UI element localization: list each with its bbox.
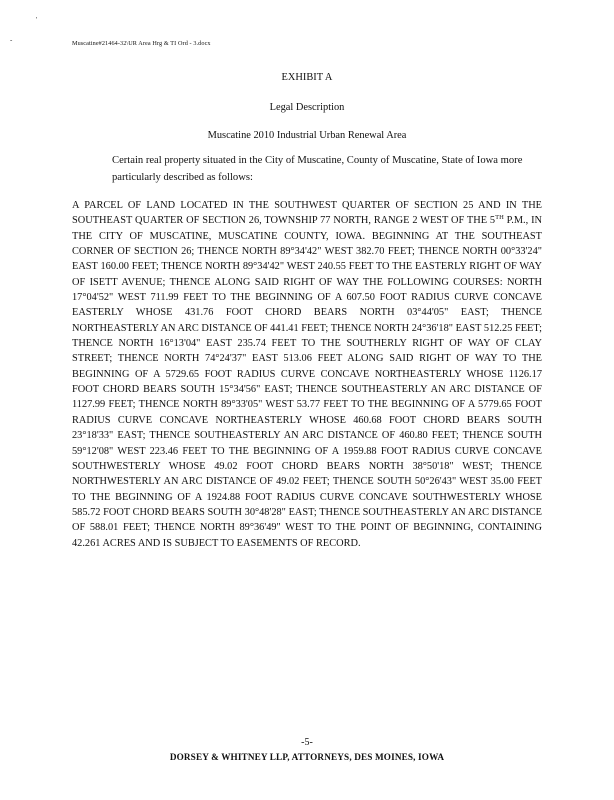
document-reference: Muscatine#21464-32\UR Area Hrg & TI Ord - 3.docx — [72, 40, 211, 47]
footer-firm: DORSEY & WHITNEY LLP, ATTORNEYS, DES MOINES, IOWA — [169, 752, 445, 762]
stray-mark-left: - — [10, 36, 13, 44]
stray-mark-top: ' — [36, 16, 38, 24]
exhibit-subtitle: Legal Description — [269, 102, 345, 113]
legal-description-part2: P.M., IN THE CITY OF MUSCATINE, MUSCATINE COUNTY, IOWA. BEGINNING AT THE SOUTHEAST CORNER OF SECTION 26; THENCE NORTH 89°34'42" WEST 382.70 FEET; THENCE NORTH 00°33'24" EAST 160.00 FEET; THENCE NORTH 89°34'42" WEST 240.55 FEET TO THE EASTERLY RIGHT OF WAY OF ISETT AVENUE; THENCE ALONG SAID RIGHT OF WAY THE FOLLOWING COURSES: NORTH 17°04'52" WEST 711.99 FEET TO THE BEGINNING OF A 607.50 FOOT RADIUS CURVE CONCAVE EASTERLY WHOSE 431.76 FOOT CHORD BEARS NORTH 03°44'05" EAST; THENCE NORTHEASTERLY AN ARC DISTANCE OF 441.41 FEET; THENCE NORTH 24°36'18" EAST 512.25 FEET; THENCE NORTH 16°13'04" EAST 235.74 FEET TO THE SOUTHERLY RIGHT OF WAY OF CLAY STREET; THENCE NORTH 74°24'37" EAST 513.06 FEET ALONG SAID RIGHT OF WAY TO THE BEGINNING OF A 5729.65 FOOT RADIUS CURVE CONCAVE NORTHEASTERLY WHOSE 1126.17 FOOT CHORD BEARS SOUTH 15°34'56" EAST; THENCE SOUTHEASTERLY AN ARC DISTANCE OF 1127.99 FEET; THENCE NORTH 89°33'05" WEST 53.77 FEET TO THE BEGINNING OF A 5779.65 FOOT RADIUS CURVE CONCAVE NORTHEASTERLY WHOSE 460.68 FOOT CHORD BEARS SOUTH 23°18'33" EAST; THENCE SOUTHEASTERLY AN ARC DISTANCE OF 460.80 FEET; THENCE SOUTH 59°12'08" WEST 223.46 FEET TO THE BEGINNING OF A 1959.88 FOOT RADIUS CURVE CONCAVE SOUTHWESTERLY WHOSE 49.02 FOOT CHORD BEARS NORTH 38°50'18" WEST; THENCE NORTHWESTERLY AN ARC DISTANCE OF 49.02 FEET; THENCE SOUTH 50°26'43" WEST 35.00 FEET TO THE BEGINNING OF A 1924.88 FOOT RADIUS CURVE CONCAVE SOUTHWESTERLY WHOSE 585.72 FOOT CHORD BEARS SOUTH 30°48'28" EAST; THENCE SOUTHEASTERLY AN ARC DISTANCE OF 588.01 FEET; THENCE NORTH 89°36'49" WEST TO THE POINT OF BEGINNING, CONTAINING 42.261 ACRES AND IS SUBJECT TO EASEMENTS OF RECORD. — [72, 215, 542, 549]
ordinal-superscript: TH — [495, 214, 504, 222]
intro-paragraph: Certain real property situated in the City of Muscatine, County of Muscatine, State of Iowa more particularly described as follows: — [112, 155, 523, 183]
legal-description-part1: A PARCEL OF LAND LOCATED IN THE SOUTHWEST QUARTER OF SECTION 25 AND IN THE SOUTHEAST QUARTER OF SECTION 26, TOWNSHIP 77 NORTH, RANGE 2 WEST OF THE 5 — [72, 200, 542, 227]
area-name: Muscatine 2010 Industrial Urban Renewal Area — [207, 130, 407, 141]
exhibit-title: EXHIBIT A — [281, 72, 333, 83]
legal-description — [72, 198, 542, 551]
page-number: -5- — [301, 737, 313, 748]
